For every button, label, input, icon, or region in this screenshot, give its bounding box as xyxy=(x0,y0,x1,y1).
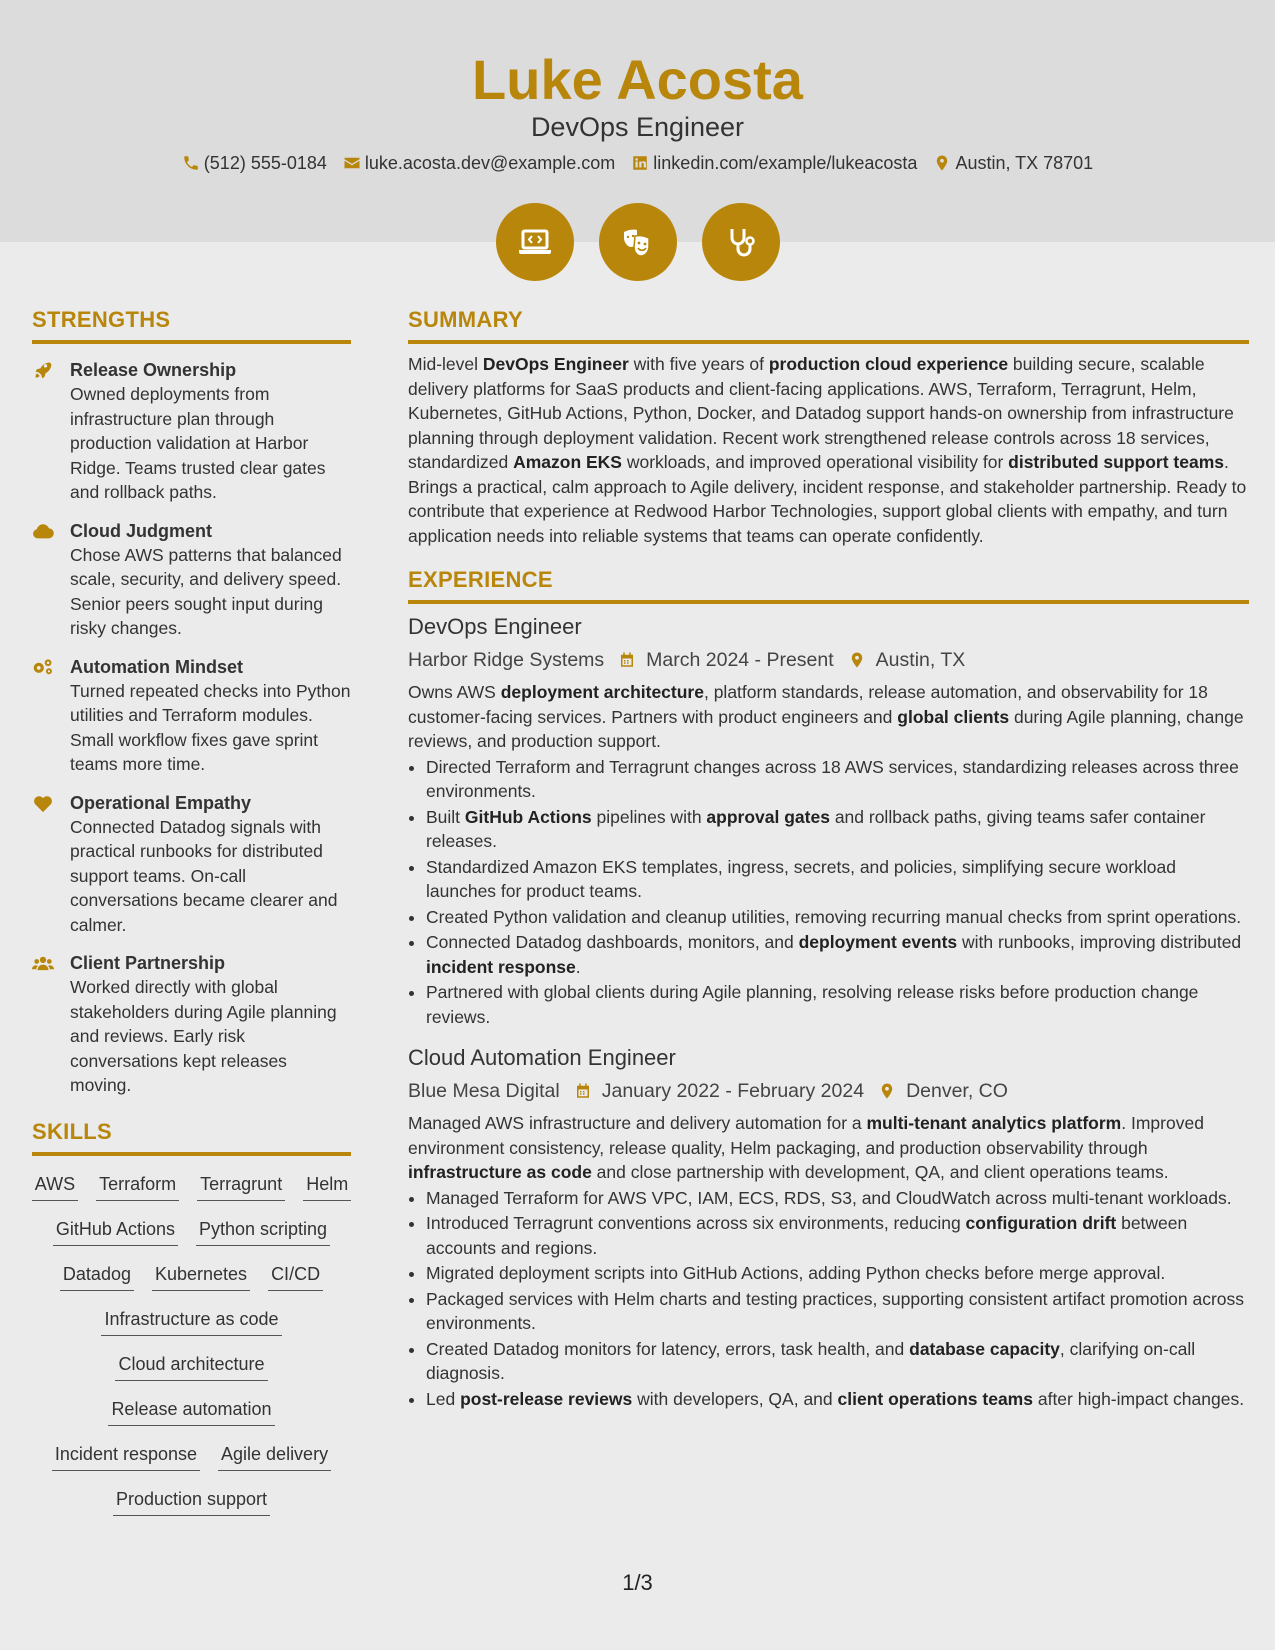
text-run: during Agile planning, change reviews, and production support. xyxy=(408,706,1244,751)
text-run: Created Python validation and cleanup utilities, removing recurring manual checks from sprint operations. xyxy=(426,906,1242,927)
text-run: Partnered with global clients during Agile planning, resolving release risks before production change reviews. xyxy=(426,982,1199,1027)
text-run: between accounts and regions. xyxy=(426,1213,1188,1258)
emphasis-text: DevOps Engineer xyxy=(482,354,629,374)
summary-heading: SUMMARY xyxy=(408,306,1249,344)
contact-text: linkedin.com/example/lukeacosta xyxy=(653,153,918,173)
skill-chip: Datadog xyxy=(60,1262,134,1291)
text-run: Packaged services with Helm charts and testing practices, supporting consistent artifact promotion across environments. xyxy=(426,1288,1245,1333)
gears-icon xyxy=(32,657,54,677)
text-run: with developers, QA, and xyxy=(632,1388,838,1409)
job-description xyxy=(408,680,1249,754)
job-location: Austin, TX xyxy=(875,649,966,671)
skill-chip: AWS xyxy=(32,1172,78,1201)
job-bullet xyxy=(426,1387,1249,1412)
contact-location xyxy=(933,151,1093,175)
skill-chip: Helm xyxy=(303,1172,351,1201)
email-icon xyxy=(343,154,361,172)
strength-desc: Owned deployments from infrastructure plan through production validation at Harbor Ridge. Teams trusted clear gates and rollback paths. xyxy=(70,384,326,502)
strength-title: Client Partnership xyxy=(70,953,226,973)
job-bullet xyxy=(426,1287,1249,1336)
rocket-icon xyxy=(32,360,54,380)
job-company: Blue Mesa Digital xyxy=(408,1080,560,1102)
text-run: and close partnership with development, QA, and client operations teams. xyxy=(591,1162,1169,1182)
job-entry xyxy=(408,612,1249,1029)
skills-heading: SKILLS xyxy=(32,1118,351,1156)
text-run: Mid-level xyxy=(408,354,483,374)
strength-title: Release Ownership xyxy=(70,360,237,380)
experience-heading: EXPERIENCE xyxy=(408,566,1249,604)
emphasis-text: deployment events xyxy=(798,932,958,952)
text-run: Built xyxy=(426,806,465,827)
emphasis-text: GitHub Actions xyxy=(464,806,592,827)
contact-text: Austin, TX 78701 xyxy=(955,153,1094,173)
text-run: , clarifying on-call diagnosis. xyxy=(426,1338,1196,1383)
candidate-title: DevOps Engineer xyxy=(530,112,745,142)
strength-item xyxy=(32,655,351,777)
heart-icon xyxy=(32,793,54,813)
contact-bar xyxy=(0,151,1275,175)
linkedin-icon xyxy=(631,154,649,172)
contact-phone[interactable] xyxy=(182,151,327,175)
text-run: . Brings a practical, calm approach to Agile delivery, incident response, and stakeholder partnership. Ready to contribute that experience at Redwood Harbor Technologies, support global clients with empathy, and turn application needs into reliable systems that teams can operate confidently. xyxy=(408,452,1247,546)
emphasis-text: database capacity xyxy=(909,1338,1060,1359)
job-bullet xyxy=(426,930,1249,979)
badge xyxy=(496,203,574,281)
job-bullet xyxy=(426,1261,1249,1286)
right-column xyxy=(408,306,1249,1412)
text-run: and rollback paths, giving teams safer container releases. xyxy=(426,806,1206,851)
text-run: building secure, scalable delivery platforms for SaaS products and client-facing applications. AWS, Terraform, Terragrunt, Helm, Kubernetes, GitHub Actions, Python, Docker, and Datadog support hands-on ownership from infrastructure planning through deployment validation. Recent work strengthened release controls across 18 services, standardized xyxy=(408,354,1234,472)
text-run: workloads, and improved operational visibility for xyxy=(621,452,1009,472)
job-bullet xyxy=(426,755,1249,804)
text-run: Owns AWS xyxy=(408,682,501,702)
job-title: DevOps Engineer xyxy=(408,614,582,639)
badge xyxy=(702,203,780,281)
text-run: . Improved environment consistency, release quality, Helm packaging, and production observability through xyxy=(408,1113,1204,1158)
skills-list xyxy=(32,1172,351,1516)
skill-chip: Infrastructure as code xyxy=(101,1307,281,1336)
emphasis-text: production cloud experience xyxy=(768,354,1009,374)
emphasis-text: infrastructure as code xyxy=(408,1162,592,1182)
skill-chip: Kubernetes xyxy=(152,1262,250,1291)
emphasis-text: global clients xyxy=(897,706,1010,727)
emphasis-text: approval gates xyxy=(706,806,830,827)
text-run: Introduced Terragrunt conventions across six environments, reducing xyxy=(426,1213,966,1233)
skill-chip: Agile delivery xyxy=(218,1442,331,1471)
strength-desc: Connected Datadog signals with practical runbooks for distributed support teams. On-call conversations became clearer and calmer. xyxy=(70,816,338,935)
text-run: after high-impact changes. xyxy=(1032,1388,1245,1409)
strength-item xyxy=(32,951,351,1098)
text-run: Created Datadog monitors for latency, errors, task health, and xyxy=(426,1338,910,1359)
summary-text xyxy=(408,352,1249,548)
contact-email[interactable] xyxy=(343,151,615,175)
phone-icon xyxy=(182,154,200,172)
skill-chip: Cloud architecture xyxy=(115,1352,267,1381)
emphasis-text: distributed support teams xyxy=(1008,452,1224,472)
skill-chip: Python scripting xyxy=(196,1217,330,1246)
job-company: Harbor Ridge Systems xyxy=(408,649,605,671)
interest-badges xyxy=(0,203,1275,281)
location-icon xyxy=(848,651,866,669)
skill-row xyxy=(32,1217,351,1246)
skill-chip: Production support xyxy=(113,1487,270,1516)
users-icon xyxy=(32,953,54,973)
location-icon xyxy=(878,1082,896,1100)
job-location: Denver, CO xyxy=(906,1080,1008,1102)
job-meta xyxy=(408,1077,1249,1105)
emphasis-text: configuration drift xyxy=(965,1213,1117,1233)
strength-item xyxy=(32,519,351,641)
job-dates: January 2022 - February 2024 xyxy=(601,1080,865,1102)
emphasis-text: client operations teams xyxy=(837,1388,1033,1409)
header-band xyxy=(0,0,1275,242)
contact-text: luke.acosta.dev@example.com xyxy=(364,153,616,173)
skill-row xyxy=(32,1262,351,1291)
job-entry xyxy=(408,1043,1249,1411)
strength-desc: Turned repeated checks into Python utilities and Terraform modules. Small workflow fixes gave sprint teams more time. xyxy=(70,680,351,774)
skill-row xyxy=(32,1352,351,1381)
stethoscope-icon xyxy=(721,222,761,262)
strengths-heading: STRENGTHS xyxy=(32,306,351,344)
strength-desc: Chose AWS patterns that balanced scale, security, and delivery speed. Senior peers sought input during risky changes. xyxy=(70,544,342,638)
text-run: with five years of xyxy=(628,354,769,374)
emphasis-text: multi-tenant analytics platform xyxy=(866,1113,1122,1133)
skill-row xyxy=(32,1397,351,1426)
calendar-icon xyxy=(618,651,636,669)
skill-chip: Release automation xyxy=(108,1397,274,1426)
theater-masks-icon xyxy=(618,222,658,262)
strength-desc: Worked directly with global stakeholders during Agile planning and reviews. Early risk conversations kept releases moving. xyxy=(70,977,337,1095)
text-run: Managed Terraform for AWS VPC, IAM, ECS, RDS, S3, and CloudWatch across multi-tenant workloads. xyxy=(426,1187,1232,1208)
emphasis-text: deployment architecture xyxy=(500,682,704,702)
strength-title: Automation Mindset xyxy=(70,656,243,677)
laptop-code-icon xyxy=(515,222,555,262)
skill-row xyxy=(32,1487,351,1516)
text-run: Migrated deployment scripts into GitHub Actions, adding Python checks before merge approval. xyxy=(426,1263,1166,1283)
cloud-icon xyxy=(32,521,54,541)
skill-chip: Terragrunt xyxy=(197,1172,285,1201)
text-run: Managed AWS infrastructure and delivery automation for a xyxy=(408,1113,867,1133)
page-indicator: 1/3 xyxy=(622,1570,653,1595)
job-title: Cloud Automation Engineer xyxy=(408,1045,676,1070)
job-bullet xyxy=(426,1211,1249,1260)
location-icon xyxy=(933,154,951,172)
skill-chip: Terraform xyxy=(96,1172,179,1201)
calendar-icon xyxy=(574,1082,592,1100)
text-run: Led xyxy=(426,1388,461,1409)
strength-title: Cloud Judgment xyxy=(70,520,212,541)
strength-item xyxy=(32,791,351,938)
skill-chip: CI/CD xyxy=(268,1262,323,1291)
job-bullet xyxy=(426,1337,1249,1386)
emphasis-text: incident response xyxy=(426,956,576,977)
job-bullet xyxy=(426,1186,1249,1211)
text-run: , platform standards, release automation, and observability for 18 customer-facing services. Partners with product engineers and xyxy=(408,682,1208,727)
text-run: Directed Terraform and Terragrunt changes across 18 AWS services, standardizing releases across three environments. xyxy=(426,756,1239,801)
job-bullet xyxy=(426,805,1249,854)
skill-row xyxy=(32,1172,351,1201)
emphasis-text: Amazon EKS xyxy=(513,452,622,472)
job-bullets xyxy=(408,1186,1249,1412)
job-description xyxy=(408,1111,1249,1185)
candidate-name: Luke Acosta xyxy=(472,48,803,111)
text-run: Connected Datadog dashboards, monitors, and xyxy=(426,932,799,952)
skill-row xyxy=(32,1442,351,1471)
strength-item xyxy=(32,358,351,505)
contact-text: (512) 555-0184 xyxy=(203,153,327,173)
text-run: pipelines with xyxy=(591,806,707,827)
emphasis-text: post-release reviews xyxy=(460,1388,633,1409)
text-run: Standardized Amazon EKS templates, ingress, secrets, and policies, simplifying secure workload launches for product teams. xyxy=(426,856,1176,901)
job-bullet xyxy=(426,980,1249,1029)
text-run: . xyxy=(575,956,581,977)
contact-linkedin[interactable] xyxy=(631,151,917,175)
job-meta xyxy=(408,646,1249,674)
job-bullets xyxy=(408,755,1249,1030)
skill-row xyxy=(32,1307,351,1336)
left-column xyxy=(32,306,351,1516)
badge xyxy=(599,203,677,281)
skill-chip: GitHub Actions xyxy=(53,1217,178,1246)
strength-title: Operational Empathy xyxy=(70,792,252,813)
text-run: with runbooks, improving distributed xyxy=(957,932,1242,952)
job-dates: March 2024 - Present xyxy=(646,649,834,671)
skill-chip: Incident response xyxy=(52,1442,200,1471)
job-bullet xyxy=(426,905,1249,930)
job-bullet xyxy=(426,855,1249,904)
